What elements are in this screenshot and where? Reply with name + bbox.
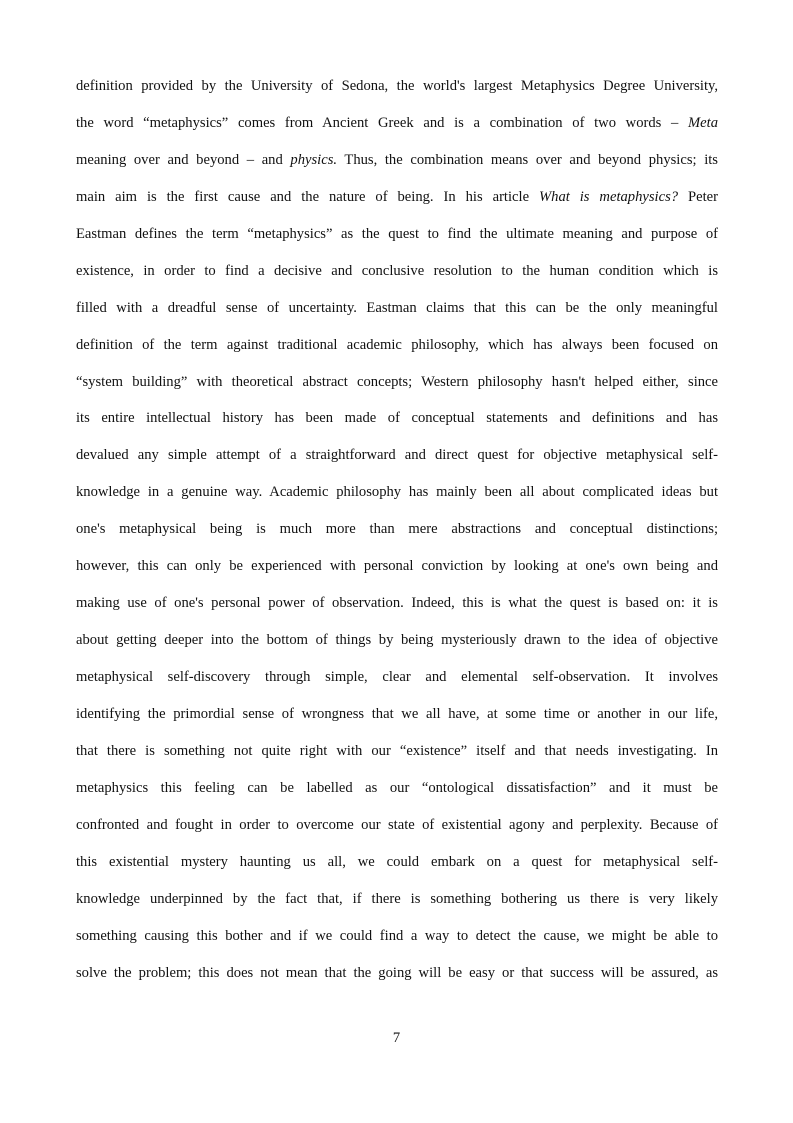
text-segment: knowledge in a genuine way. Academic philosophy has mainly been all about complicated ideas but (76, 484, 718, 501)
text-segment: that there is something not quite right with our “existence” itself and that needs investigating. In (76, 742, 718, 759)
text-segment: main aim is the first cause and the nature of being. In his article (76, 188, 539, 205)
text-segment: identifying the primordial sense of wrongness that we all have, at some time or another in our life, (76, 705, 718, 722)
text-segment: “system building” with theoretical abstract concepts; Western philosophy hasn't helped either, since (76, 373, 718, 390)
text-segment: about getting deeper into the bottom of things by being mysteriously drawn to the idea of objective (76, 632, 718, 649)
text-line (76, 516, 718, 553)
text-line (76, 258, 718, 295)
text-line (76, 295, 718, 332)
text-segment: the word “metaphysics” comes from Ancient Greek and is a combination of two words – (76, 114, 688, 131)
text-segment: definition of the term against traditional academic philosophy, which has always been focused on (76, 336, 718, 353)
text-line (76, 369, 718, 406)
body-text (76, 73, 718, 996)
text-line (76, 110, 718, 147)
text-line (76, 886, 718, 923)
text-segment: metaphysics this feeling can be labelled as our “ontological dissatisfaction” and it must be (76, 779, 718, 796)
text-segment: its entire intellectual history has been made of conceptual statements and definitions and has (76, 410, 718, 427)
text-line (76, 405, 718, 442)
text-segment: Eastman defines the term “metaphysics” as the quest to find the ultimate meaning and purpose of (76, 225, 718, 242)
italic-text: Meta (688, 114, 718, 131)
text-line (76, 960, 718, 997)
text-line (76, 442, 718, 479)
text-segment: Peter (678, 188, 718, 205)
text-line (76, 147, 718, 184)
italic-text: What is metaphysics? (539, 188, 679, 205)
text-segment: however, this can only be experienced with personal conviction by looking at one's own being and (76, 558, 718, 575)
text-segment: filled with a dreadful sense of uncertainty. Eastman claims that this can be the only meaningful (76, 299, 718, 316)
italic-text: physics. (290, 151, 338, 168)
text-line (76, 812, 718, 849)
text-line (76, 73, 718, 110)
text-segment: existence, in order to find a decisive and conclusive resolution to the human condition which is (76, 262, 718, 279)
text-line (76, 332, 718, 369)
text-segment: metaphysical self-discovery through simple, clear and elemental self-observation. It involves (76, 669, 718, 685)
text-line (76, 923, 718, 960)
text-segment: meaning over and beyond – and (76, 151, 291, 168)
text-segment: making use of one's personal power of observation. Indeed, this is what the quest is based on: it is (76, 595, 718, 612)
text-line (76, 184, 718, 221)
text-segment: something causing this bother and if we could find a way to detect the cause, we might be able to (76, 927, 718, 944)
text-line (76, 664, 718, 701)
text-segment: confronted and fought in order to overcome our state of existential agony and perplexity. Because of (76, 816, 718, 833)
text-line (76, 738, 718, 775)
text-line (76, 221, 718, 258)
text-line (76, 701, 718, 738)
page-number: 7 (392, 1030, 401, 1046)
text-line (76, 479, 718, 516)
text-segment: definition provided by the University of Sedona, the world's largest Metaphysics Degree University, (76, 78, 718, 94)
text-line (76, 553, 718, 590)
text-segment: solve the problem; this does not mean that the going will be easy or that success will be assured, as (76, 964, 718, 981)
text-line (76, 627, 718, 664)
text-line (76, 590, 718, 627)
text-segment: knowledge underpinned by the fact that, if there is something bothering us there is very likely (76, 890, 718, 907)
text-line (76, 775, 718, 812)
text-segment: one's metaphysical being is much more than mere abstractions and conceptual distinctions; (76, 521, 718, 538)
text-segment: Thus, the combination means over and beyond physics; its (337, 151, 718, 168)
text-line (76, 849, 718, 886)
text-segment: this existential mystery haunting us all, we could embark on a quest for metaphysical self- (76, 853, 718, 870)
text-segment: devalued any simple attempt of a straightforward and direct quest for objective metaphysical self- (76, 447, 718, 464)
